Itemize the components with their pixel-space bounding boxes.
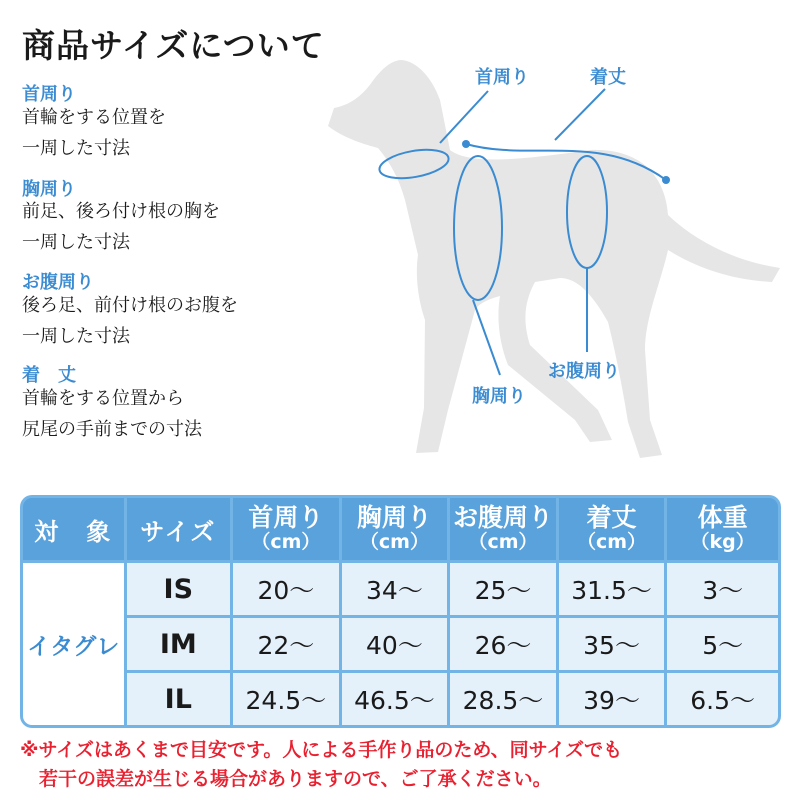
value-cell: 25～ bbox=[450, 563, 556, 615]
section-heading-chest: 胸周り bbox=[22, 179, 76, 200]
length-end-dot bbox=[662, 176, 670, 184]
size-cell: IS bbox=[127, 563, 231, 615]
section-body-belly: 後ろ足、前付け根のお腹を 一周した寸法 bbox=[22, 295, 238, 347]
size-cell: IL bbox=[127, 673, 231, 725]
section-heading-belly: お腹周り bbox=[22, 272, 94, 293]
neck-leader bbox=[440, 91, 488, 143]
diagram-label-neck: 首周り bbox=[475, 67, 529, 88]
value-cell: 39～ bbox=[559, 673, 665, 725]
disclaimer-note: ※サイズはあくまで目安です。人による手作り品のため、同サイズでも 若干の誤差が生じる場合がありますので、ご了承ください。 bbox=[20, 739, 623, 790]
header-length bbox=[559, 498, 665, 560]
header-target: 対 象 bbox=[23, 498, 124, 560]
value-cell: 3～ bbox=[667, 563, 778, 615]
diagram-label-length: 着丈 bbox=[590, 67, 626, 88]
header-weight-unit: （kg） bbox=[690, 531, 755, 553]
header-chest-label: 胸周り bbox=[356, 503, 432, 532]
diagram-label-belly: お腹周り bbox=[548, 361, 620, 382]
header-neck bbox=[233, 498, 339, 560]
header-belly-unit: （cm） bbox=[468, 531, 538, 553]
header-weight-label: 体重 bbox=[697, 503, 748, 532]
size-table bbox=[20, 495, 781, 728]
length-leader bbox=[555, 89, 605, 140]
dog-measurement-diagram bbox=[290, 40, 790, 480]
value-cell: 35～ bbox=[559, 618, 665, 670]
header-size: サイズ bbox=[127, 498, 231, 560]
section-body-chest: 前足、後ろ付け根の胸を 一周した寸法 bbox=[22, 201, 220, 253]
value-cell: 31.5～ bbox=[559, 563, 665, 615]
value-cell: 46.5～ bbox=[342, 673, 448, 725]
chest-leader bbox=[473, 300, 500, 375]
header-chest-unit: （cm） bbox=[359, 531, 429, 553]
size-cell: IM bbox=[127, 618, 231, 670]
dog-silhouette bbox=[328, 60, 780, 458]
header-chest bbox=[342, 498, 448, 560]
value-cell: 20～ bbox=[233, 563, 339, 615]
value-cell: 34～ bbox=[342, 563, 448, 615]
value-cell: 26～ bbox=[450, 618, 556, 670]
header-weight bbox=[667, 498, 778, 560]
header-neck-unit: （cm） bbox=[251, 531, 321, 553]
section-heading-neck: 首周り bbox=[22, 84, 76, 105]
section-body-length: 首輪をする位置から 尻尾の手前までの寸法 bbox=[22, 388, 202, 440]
value-cell: 5～ bbox=[667, 618, 778, 670]
section-body-neck: 首輪をする位置を 一周した寸法 bbox=[22, 107, 166, 159]
value-cell: 22～ bbox=[233, 618, 339, 670]
value-cell: 6.5～ bbox=[667, 673, 778, 725]
page-title: 商品サイズについて bbox=[22, 26, 325, 65]
table-row bbox=[23, 618, 778, 670]
value-cell: 24.5～ bbox=[233, 673, 339, 725]
table-row bbox=[23, 673, 778, 725]
category-cell: イタグレ bbox=[23, 563, 124, 725]
value-cell: 40～ bbox=[342, 618, 448, 670]
section-heading-length: 着 丈 bbox=[22, 365, 76, 386]
length-start-dot bbox=[462, 140, 470, 148]
diagram-label-chest: 胸周り bbox=[472, 386, 526, 407]
header-length-label: 着丈 bbox=[586, 503, 637, 532]
header-length-unit: （cm） bbox=[577, 531, 647, 553]
header-belly-label: お腹周り bbox=[452, 503, 553, 532]
table-header-row bbox=[23, 498, 778, 560]
header-neck-label: 首周り bbox=[248, 503, 324, 532]
table-row bbox=[23, 563, 778, 615]
value-cell: 28.5～ bbox=[450, 673, 556, 725]
header-belly bbox=[450, 498, 556, 560]
